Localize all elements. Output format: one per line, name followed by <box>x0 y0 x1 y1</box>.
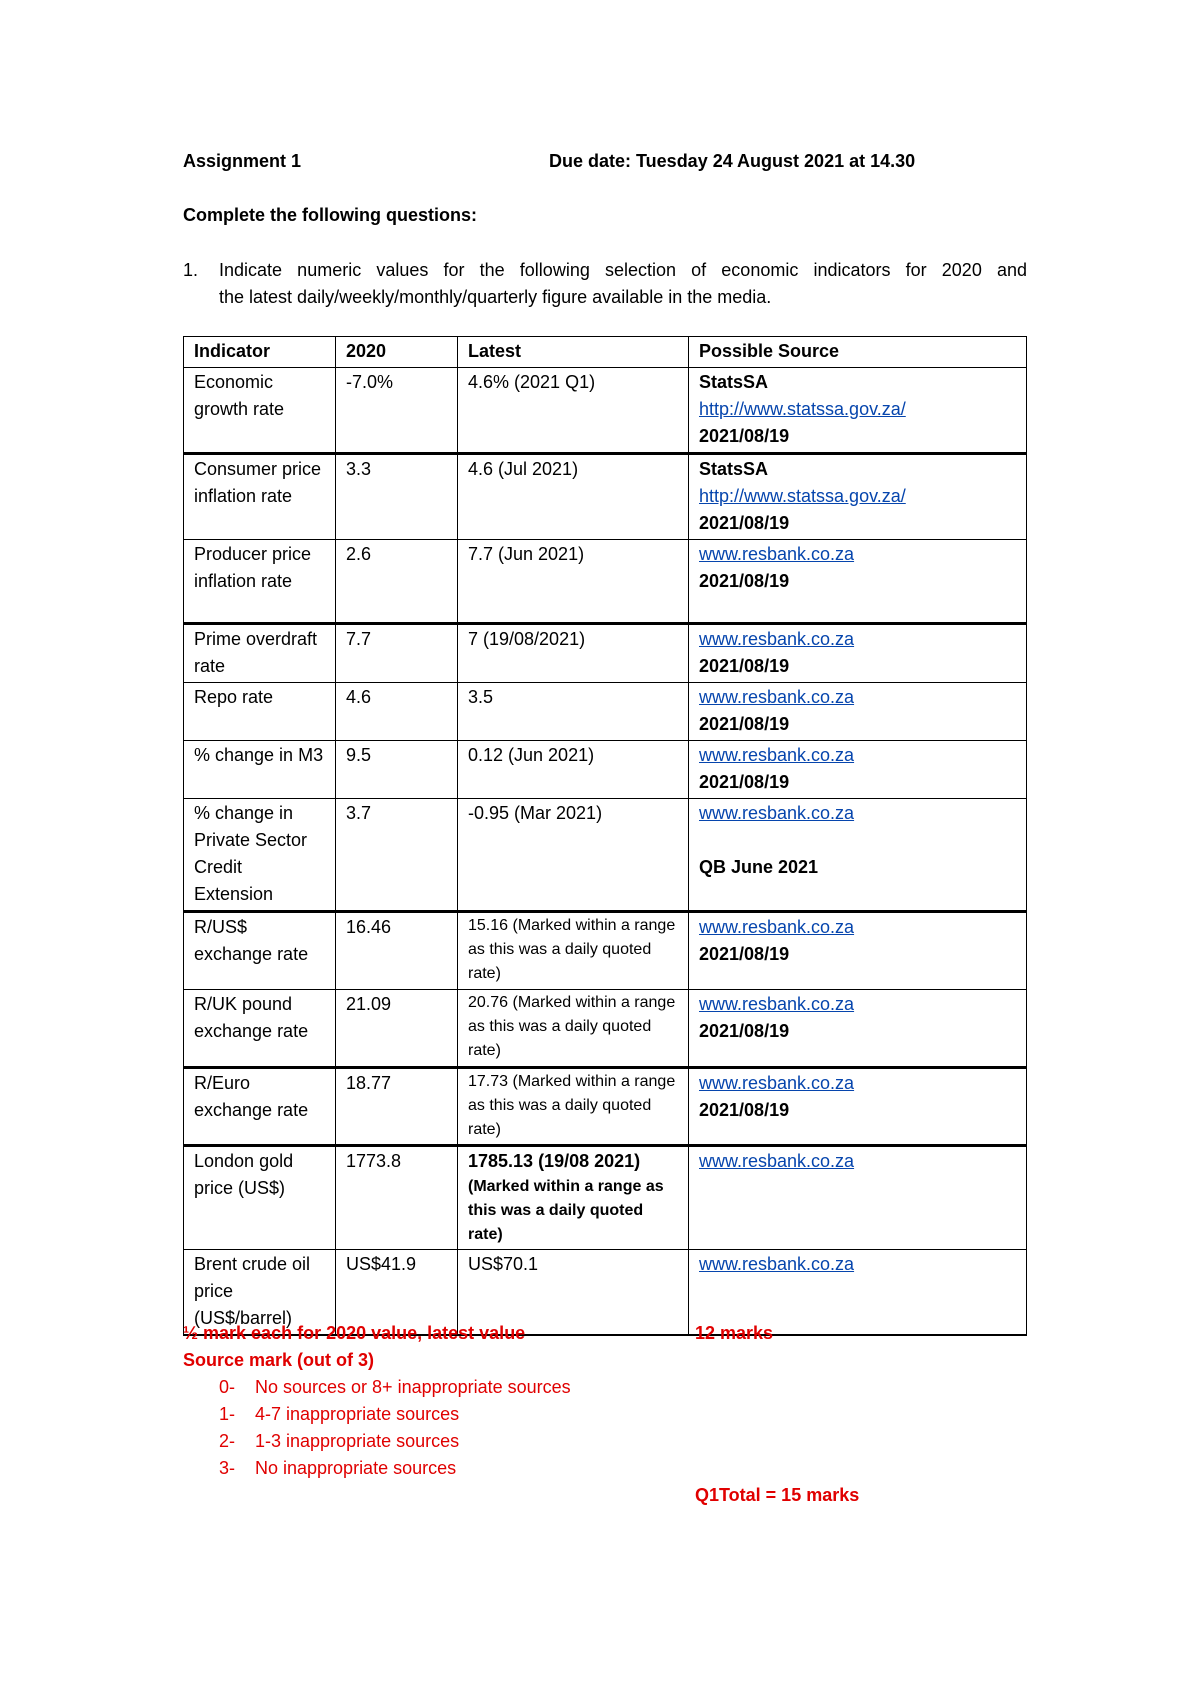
source-date: 2021/08/19 <box>699 714 790 734</box>
value-2020-cell: 2.6 <box>336 540 458 624</box>
value-2020-cell: 1773.8 <box>336 1146 458 1250</box>
latest-value-cell: 0.12 (Jun 2021) <box>458 741 689 799</box>
value-2020-cell: 16.46 <box>336 912 458 990</box>
table-header-row <box>184 337 1027 368</box>
latest-value-main: 1785.13 (19/08 2021) <box>468 1151 641 1171</box>
table-row <box>184 683 1027 741</box>
latest-value-cell: 4.6% (2021 Q1) <box>458 368 689 454</box>
value-2020-cell: 18.77 <box>336 1068 458 1146</box>
source-link[interactable]: http://www.statssa.gov.za/ <box>699 399 906 419</box>
source-cell <box>689 624 1027 683</box>
assignment-title: Assignment 1 <box>183 151 302 171</box>
level-text: 4-7 inappropriate sources <box>255 1404 460 1424</box>
source-date: 2021/08/19 <box>699 944 790 964</box>
source-link[interactable]: www.resbank.co.za <box>699 629 855 649</box>
source-link[interactable]: www.resbank.co.za <box>699 1151 855 1171</box>
header-source: Possible Source <box>689 337 1027 368</box>
source-name: StatsSA <box>699 372 769 392</box>
latest-value-cell: -0.95 (Mar 2021) <box>458 799 689 912</box>
half-mark-note: ½ mark each for 2020 value, latest value <box>183 1323 526 1343</box>
instructions-heading: Complete the following questions: <box>183 205 477 225</box>
table-row <box>184 454 1027 540</box>
source-date: 2021/08/19 <box>699 1021 790 1041</box>
source-link[interactable]: http://www.statssa.gov.za/ <box>699 486 906 506</box>
indicator-table <box>183 336 1027 1336</box>
latest-value-cell: 4.6 (Jul 2021) <box>458 454 689 540</box>
source-mark-heading: Source mark (out of 3) <box>183 1350 375 1370</box>
indicator-cell: % change in Private Sector Credit Extension <box>184 799 336 912</box>
source-link[interactable]: www.resbank.co.za <box>699 994 855 1014</box>
source-date: 2021/08/19 <box>699 571 790 591</box>
table-row <box>184 741 1027 799</box>
table-row <box>184 912 1027 990</box>
question-text-line2: the latest daily/weekly/monthly/quarterly figure available in the media. <box>219 287 772 307</box>
source-cell <box>689 990 1027 1068</box>
indicator-cell: Repo rate <box>184 683 336 741</box>
source-link[interactable]: www.resbank.co.za <box>699 1073 855 1093</box>
source-cell <box>689 540 1027 624</box>
level-number: 1- <box>219 1404 236 1424</box>
value-2020-cell: 3.3 <box>336 454 458 540</box>
header-latest: Latest <box>458 337 689 368</box>
indicator-cell: Brent crude oil price (US$/barrel) <box>184 1250 336 1336</box>
twelve-marks: 12 marks <box>695 1323 774 1343</box>
indicator-cell: % change in M3 <box>184 741 336 799</box>
latest-value-cell <box>458 1146 689 1250</box>
latest-value-cell: 17.73 (Marked within a range as this was a daily quoted rate) <box>458 1068 689 1146</box>
due-date: Due date: Tuesday 24 August 2021 at 14.30 <box>549 151 916 171</box>
source-cell <box>689 1068 1027 1146</box>
table-row <box>184 624 1027 683</box>
value-2020-cell: 3.7 <box>336 799 458 912</box>
q1-total: Q1Total = 15 marks <box>695 1485 860 1505</box>
source-date: 2021/08/19 <box>699 656 790 676</box>
latest-value-cell: 3.5 <box>458 683 689 741</box>
level-text: No sources or 8+ inappropriate sources <box>255 1377 571 1397</box>
source-cell <box>689 799 1027 912</box>
level-number: 2- <box>219 1431 236 1451</box>
source-cell <box>689 368 1027 454</box>
source-note: QB June 2021 <box>699 857 819 877</box>
indicator-cell: R/US$ exchange rate <box>184 912 336 990</box>
table-row <box>184 990 1027 1068</box>
table-row <box>184 799 1027 912</box>
level-text: No inappropriate sources <box>255 1458 457 1478</box>
value-2020-cell: -7.0% <box>336 368 458 454</box>
question-text-line1: Indicate numeric values for the following selection of economic indicators for 2020 and <box>219 260 1027 280</box>
source-date: 2021/08/19 <box>699 1100 790 1120</box>
source-link[interactable]: www.resbank.co.za <box>699 803 855 823</box>
latest-value-cell: US$70.1 <box>458 1250 689 1336</box>
source-date: 2021/08/19 <box>699 513 790 533</box>
indicator-cell: London gold price (US$) <box>184 1146 336 1250</box>
source-link[interactable]: www.resbank.co.za <box>699 687 855 707</box>
indicator-cell: Prime overdraft rate <box>184 624 336 683</box>
latest-value-note: (Marked within a range as this was a daily quoted rate) <box>468 1178 664 1243</box>
source-date: 2021/08/19 <box>699 426 790 446</box>
indicator-cell: Economic growth rate <box>184 368 336 454</box>
source-link[interactable]: www.resbank.co.za <box>699 745 855 765</box>
header-2020: 2020 <box>336 337 458 368</box>
source-cell <box>689 741 1027 799</box>
table-row <box>184 1146 1027 1250</box>
level-text: 1-3 inappropriate sources <box>255 1431 460 1451</box>
spacer <box>699 827 1016 854</box>
value-2020-cell: 7.7 <box>336 624 458 683</box>
source-cell <box>689 683 1027 741</box>
source-name: StatsSA <box>699 459 769 479</box>
source-link[interactable]: www.resbank.co.za <box>699 1254 855 1274</box>
header-indicator: Indicator <box>184 337 336 368</box>
value-2020-cell: 9.5 <box>336 741 458 799</box>
indicator-cell: Producer price inflation rate <box>184 540 336 624</box>
table-row <box>184 540 1027 624</box>
level-number: 3- <box>219 1458 236 1478</box>
latest-value-cell: 20.76 (Marked within a range as this was a daily quoted rate) <box>458 990 689 1068</box>
level-number: 0- <box>219 1377 236 1397</box>
latest-value-cell: 7 (19/08/2021) <box>458 624 689 683</box>
source-cell <box>689 912 1027 990</box>
value-2020-cell: US$41.9 <box>336 1250 458 1336</box>
indicator-cell: Consumer price inflation rate <box>184 454 336 540</box>
source-link[interactable]: www.resbank.co.za <box>699 917 855 937</box>
source-link[interactable]: www.resbank.co.za <box>699 544 855 564</box>
source-cell <box>689 454 1027 540</box>
source-cell <box>689 1146 1027 1250</box>
indicator-cell: R/Euro exchange rate <box>184 1068 336 1146</box>
value-2020-cell: 4.6 <box>336 683 458 741</box>
question-number: 1. <box>183 260 199 280</box>
indicator-cell: R/UK pound exchange rate <box>184 990 336 1068</box>
latest-value-cell: 7.7 (Jun 2021) <box>458 540 689 624</box>
table-row <box>184 1068 1027 1146</box>
value-2020-cell: 21.09 <box>336 990 458 1068</box>
table-row <box>184 368 1027 454</box>
latest-value-cell: 15.16 (Marked within a range as this was a daily quoted rate) <box>458 912 689 990</box>
source-date: 2021/08/19 <box>699 772 790 792</box>
